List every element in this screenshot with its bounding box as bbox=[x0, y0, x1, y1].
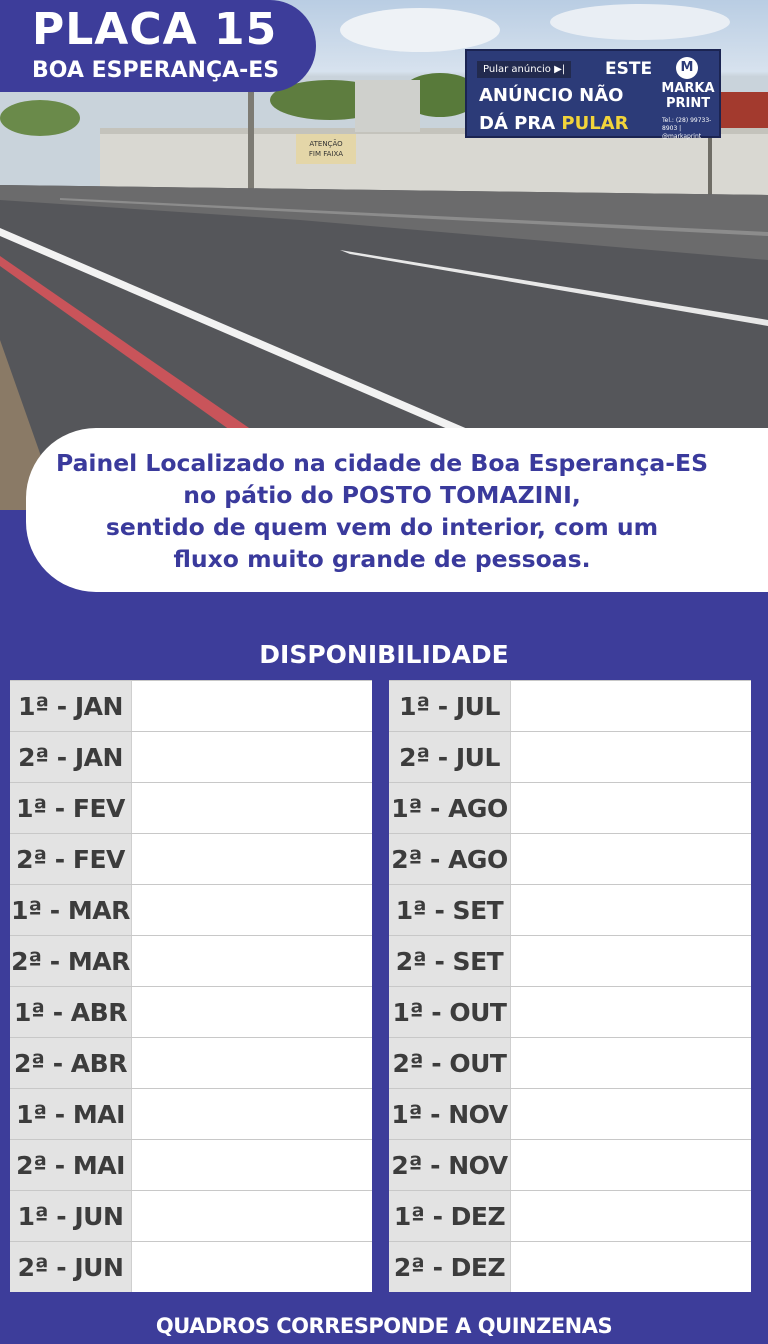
period-label: 1ª - AGO bbox=[389, 783, 510, 833]
period-label: 2ª - MAR bbox=[10, 936, 131, 986]
availability-slot[interactable] bbox=[510, 936, 751, 986]
availability-slot[interactable] bbox=[510, 783, 751, 833]
period-label: 1ª - MAI bbox=[10, 1089, 131, 1139]
footer-note: QUADROS CORRESPONDE A QUINZENAS bbox=[155, 1314, 613, 1338]
period-label: 2ª - JUN bbox=[10, 1242, 131, 1292]
availability-slot[interactable] bbox=[131, 681, 372, 731]
availability-row bbox=[10, 1037, 372, 1088]
availability-row bbox=[389, 935, 751, 986]
availability-slot[interactable] bbox=[510, 1191, 751, 1241]
availability-slot[interactable] bbox=[510, 1242, 751, 1292]
svg-text:ATENÇÃO: ATENÇÃO bbox=[309, 140, 343, 148]
period-label: 1ª - OUT bbox=[389, 987, 510, 1037]
availability-row bbox=[10, 935, 372, 986]
availability-slot[interactable] bbox=[510, 834, 751, 884]
availability-slot[interactable] bbox=[131, 936, 372, 986]
marka-print-logo-icon: M bbox=[676, 57, 698, 79]
period-label: 1ª - MAR bbox=[10, 885, 131, 935]
period-label: 2ª - FEV bbox=[10, 834, 131, 884]
billboard-ad bbox=[465, 49, 721, 138]
page-subtitle: BOA ESPERANÇA-ES bbox=[32, 58, 280, 83]
billboard-line-3-highlight: PULAR bbox=[561, 113, 629, 134]
availability-slot[interactable] bbox=[131, 783, 372, 833]
availability-row bbox=[10, 833, 372, 884]
period-label: 1ª - JAN bbox=[10, 681, 131, 731]
billboard-line-2: ANÚNCIO NÃO bbox=[479, 85, 624, 106]
description-line: no pátio do POSTO TOMAZINI, bbox=[183, 481, 581, 509]
availability-slot[interactable] bbox=[131, 987, 372, 1037]
billboard-line-1: ESTE bbox=[605, 59, 653, 79]
availability-row bbox=[389, 884, 751, 935]
period-label: 1ª - NOV bbox=[389, 1089, 510, 1139]
availability-slot[interactable] bbox=[131, 885, 372, 935]
page-title: PLACA 15 bbox=[32, 4, 278, 55]
availability-row bbox=[10, 986, 372, 1037]
availability-row bbox=[389, 1190, 751, 1241]
period-label: 1ª - ABR bbox=[10, 987, 131, 1037]
period-label: 2ª - SET bbox=[389, 936, 510, 986]
availability-row bbox=[10, 680, 372, 731]
availability-row bbox=[10, 1241, 372, 1292]
availability-slot[interactable] bbox=[131, 1038, 372, 1088]
availability-row bbox=[10, 1088, 372, 1139]
availability-row bbox=[389, 1139, 751, 1190]
availability-slot[interactable] bbox=[131, 1140, 372, 1190]
period-label: 2ª - OUT bbox=[389, 1038, 510, 1088]
availability-row bbox=[389, 782, 751, 833]
availability-slot[interactable] bbox=[510, 1089, 751, 1139]
description-text bbox=[26, 447, 738, 575]
billboard-contact: Tel.: (28) 99733-8903 | @markaprint bbox=[662, 117, 712, 140]
description-line: Painel Localizado na cidade de Boa Esperança-ES bbox=[55, 449, 709, 477]
svg-text:FIM FAIXA: FIM FAIXA bbox=[308, 150, 344, 158]
title-badge bbox=[0, 0, 316, 92]
period-label: 1ª - JUL bbox=[389, 681, 510, 731]
availability-slot[interactable] bbox=[131, 1242, 372, 1292]
period-label: 2ª - AGO bbox=[389, 834, 510, 884]
billboard-line-3-start: DÁ PRA bbox=[479, 113, 562, 134]
period-label: 1ª - JUN bbox=[10, 1191, 131, 1241]
period-label: 1ª - SET bbox=[389, 885, 510, 935]
availability-row bbox=[10, 731, 372, 782]
availability-row bbox=[10, 884, 372, 935]
availability-row bbox=[10, 782, 372, 833]
availability-title: DISPONIBILIDADE bbox=[259, 640, 509, 669]
availability-row bbox=[389, 833, 751, 884]
availability-row bbox=[389, 1241, 751, 1292]
period-label: 1ª - DEZ bbox=[389, 1191, 510, 1241]
availability-row bbox=[389, 1088, 751, 1139]
period-label: 2ª - JAN bbox=[10, 732, 131, 782]
availability-row bbox=[10, 1190, 372, 1241]
availability-row bbox=[389, 986, 751, 1037]
skip-ad-label: Pular anúncio ▶| bbox=[477, 61, 571, 78]
billboard-line-3 bbox=[479, 113, 628, 134]
period-label: 2ª - NOV bbox=[389, 1140, 510, 1190]
availability-row bbox=[389, 680, 751, 731]
description-line: fluxo muito grande de pessoas. bbox=[173, 545, 591, 573]
availability-slot[interactable] bbox=[510, 681, 751, 731]
availability-row bbox=[389, 731, 751, 782]
availability-slot[interactable] bbox=[510, 1140, 751, 1190]
availability-slot[interactable] bbox=[131, 732, 372, 782]
availability-slot[interactable] bbox=[510, 732, 751, 782]
period-label: 2ª - ABR bbox=[10, 1038, 131, 1088]
period-label: 2ª - JUL bbox=[389, 732, 510, 782]
availability-slot[interactable] bbox=[131, 1089, 372, 1139]
period-label: 2ª - DEZ bbox=[389, 1242, 510, 1292]
availability-grid-left bbox=[10, 680, 372, 1292]
availability-slot[interactable] bbox=[131, 1191, 372, 1241]
availability-grid-right bbox=[389, 680, 751, 1292]
availability-slot[interactable] bbox=[510, 987, 751, 1037]
billboard-brand: MARKA PRINT bbox=[661, 81, 715, 111]
availability-slot[interactable] bbox=[510, 1038, 751, 1088]
availability-slot[interactable] bbox=[510, 885, 751, 935]
period-label: 1ª - FEV bbox=[10, 783, 131, 833]
description-line: sentido de quem vem do interior, com um bbox=[105, 513, 659, 541]
period-label: 2ª - MAI bbox=[10, 1140, 131, 1190]
availability-row bbox=[10, 1139, 372, 1190]
availability-slot[interactable] bbox=[131, 834, 372, 884]
availability-row bbox=[389, 1037, 751, 1088]
